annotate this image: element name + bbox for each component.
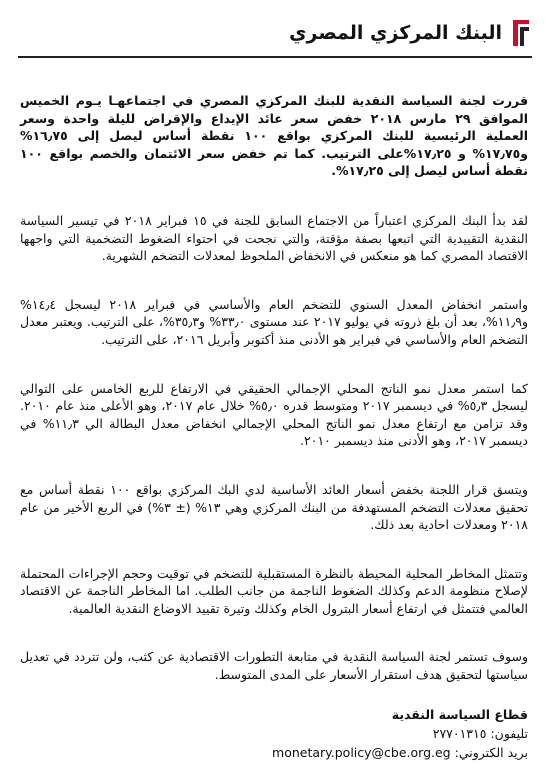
body-paragraph: لقد بدأ البنك المركزي اعتباراً من الاجتماع السابق للجنة في ١٥ فبراير ٢٠١٨ في تيسير السياسة النقدية التقييدية التي اتبعها بصفة مؤقتة، والتي نجحت في احتواء الضغوط التضخمية التي واجهها الاقتصاد المصري كما هو منعكس في الانخفاض الملحوظ لمعدلات التضخم الشهرية. [20, 212, 528, 264]
body-paragraph: كما استمر معدل نمو الناتج المحلي الإجمالي الحقيقي في الارتفاع للربع الخامس على التوالي ليسجل ٥٫٣% في ديسمبر ٢٠١٧ ومتوسط قدره ٥٫٠% خلال عام ٢٠١٧، وهو الأعلى منذ عام ٢٠١٠. وقد تزامن مع ارتفاع معدل نمو الناتج المحلي الإجمالي انخفاض معدل البطالة الي ١١٫٣% في ديسمبر ٢٠١٧، وهو الأدنى منذ ديسمبر ٢٠١٠. [20, 380, 529, 449]
statement-body [20, 92, 528, 715]
phone-label: تليفون: [490, 726, 528, 741]
body-paragraph: وسوف تستمر لجنة السياسة النقدية في متابعة التطورات الاقتصادية عن كثب، ولن تتردد في تعديل سياستها لتحقيق هدف استقرار الأسعار على المدى المتوسط. [20, 649, 528, 683]
email-address[interactable]: monetary.policy@cbe.org.eg [272, 745, 451, 760]
email-label: بريد الكتروني: [454, 745, 528, 760]
department-name: قطاع السياسة النقدية [391, 707, 528, 722]
letterhead [289, 18, 532, 48]
contact-block [272, 705, 528, 762]
body-paragraph: وتتمثل المخاطر المحلية المحيطة بالنظرة المستقبلية للتضخم في توقيت وحجم الإجراءات المحتملة لإصلاح منظومة الدعم وكذلك الضغوط الناجمة من جانب الطلب. اما المخاطر الناجمة عن الاقتصاد العالمي فتتمثل في ارتفاع أسعار البترول الخام وكذلك وتيرة تقييد الاوضاع النقدية العالمية. [20, 565, 528, 616]
body-paragraph: ويتسق قرار اللجنة بخفض أسعار العائد الأساسية لدي البك المركزي بواقع ١٠٠ نقطة أساس مع تحقيق معدلات التضخم المستهدفة من البنك المركزي وهي ١٣% (± ٣%) في الربع الأخير من عام ٢٠١٨ ومعدلات احادية بعد ذلك. [20, 481, 528, 533]
decision-paragraph: قررت لجنة السياسة النقدية للبنك المركزي المصري في اجتماعهـا يـوم الخميس الموافق ٢٩ مارس ٢٠١٨ خفض سعر عائد الإيداع والإقراض لليلة واحدة وسعر العملية الرئيسية للبنك المركزي بواقع ١٠٠ نقطة أساس ليصل إلى ١٦٫٧٥% و١٧٫٧٥% و ١٧٫٢٥%على الترتيب. كما تم خفض سعر الائتمان والخصم بواقع ١٠٠ نقطة أساس ليصل إلى ١٧٫٢٥%. [20, 93, 529, 179]
phone-line [272, 724, 528, 743]
bank-name: البنك المركزي المصري [289, 22, 502, 44]
body-paragraph: واستمر انخفاض المعدل السنوي للتضخم العام والأساسي في فبراير ٢٠١٨ ليسجل ١٤٫٤% و١١٫٩%، بعد أن بلغ ذروته في يوليو ٢٠١٧ عند مستوى ٣٣٫٠% و٣٥٫٣%، على الترتيب. ويعتبر معدل التضخم العام والأساسي في فبراير هو الأدنى منذ أكتوبر وأبريل ٢٠١٦، على الترتيب. [20, 296, 528, 347]
cbe-logo-icon [510, 18, 532, 48]
header-divider [18, 56, 532, 58]
email-line [272, 743, 528, 762]
phone-number: ٢٧٧٠١٣١٥ [432, 726, 487, 741]
